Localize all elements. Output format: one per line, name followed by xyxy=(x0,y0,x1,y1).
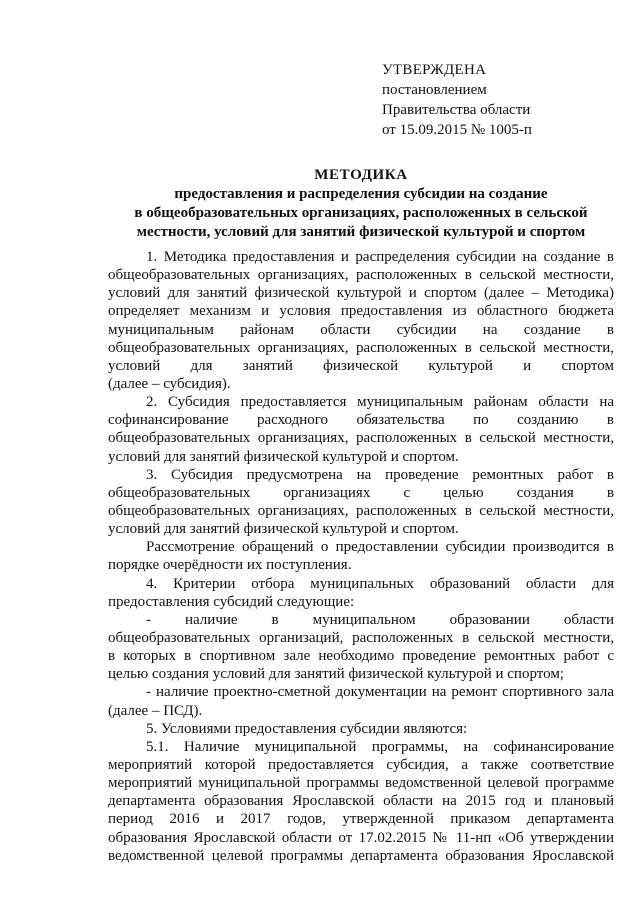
paragraph-line: общеобразовательных организациях, расположенных в сельской местности, xyxy=(108,430,614,447)
paragraph-line: общеобразовательных организациях, расположенных в сельской местности, xyxy=(108,339,614,356)
paragraph-line: условий для занятий физической культурой и спортом. xyxy=(108,448,459,465)
paragraph-line: общеобразовательных организациях, расположенных в сельской местности, xyxy=(108,267,614,284)
paragraph-line: (далее – субсидия). xyxy=(108,375,231,392)
paragraph-line: софинансирование расходного обязательства по созданию в xyxy=(108,412,614,429)
title-line: в общеобразовательных организациях, расположенных в сельской xyxy=(134,205,588,221)
paragraph-line: мероприятий которой предоставляется субсидия, а также соответствие xyxy=(108,756,614,773)
document-body xyxy=(108,248,614,865)
paragraph-line: определяет механизм и условия предоставления из областного бюджета xyxy=(108,303,614,320)
paragraph-line: общеобразовательных организациях с целью создания в xyxy=(108,484,614,501)
paragraph-line: в которых в спортивном зале необходимо проведение ремонтных работ с xyxy=(108,648,614,665)
title-line: местности, условий для занятий физической культурой и спортом xyxy=(136,224,586,240)
paragraph-line: департамента образования Ярославской области на 2015 год и плановый xyxy=(108,793,614,810)
paragraph-line: 3. Субсидия предусмотрена на проведение ремонтных работ в xyxy=(146,466,614,483)
paragraph-line: условий для занятий физической культурой и спортом xyxy=(108,357,614,374)
approval-line: от 15.09.2015 № 1005-п xyxy=(382,122,532,138)
approval-line: Правительства области xyxy=(382,102,531,118)
paragraph-line: муниципальным районам области субсидии на создание в xyxy=(108,321,614,338)
paragraph-line: период 2016 и 2017 годов, утвержденной приказом департамента xyxy=(108,811,614,828)
paragraph-line: мероприятий муниципальной программы ведомственной целевой программе xyxy=(108,775,614,792)
paragraph-line: - наличие проектно-сметной документации на ремонт спортивного зала xyxy=(146,684,614,701)
paragraph-line: целью создания условий для занятий физической культурой и спортом; xyxy=(108,666,564,683)
paragraph-line: 5.1. Наличие муниципальной программы, на софинансирование xyxy=(146,738,614,755)
title-main: МЕТОДИКА xyxy=(314,167,408,183)
paragraph-line: общеобразовательных организаций, расположенных в сельской местности, xyxy=(108,629,614,646)
paragraph-line: Рассмотрение обращений о предоставлении субсидии производится в xyxy=(146,539,614,556)
paragraph-line: образования Ярославской области от 17.02.2015 № 11-нп «Об утверждении xyxy=(108,829,614,846)
paragraph-line: предоставления субсидий следующие: xyxy=(108,593,355,610)
paragraph-line: 4. Критерии отбора муниципальных образований области для xyxy=(146,575,614,592)
approval-line: постановлением xyxy=(382,82,487,98)
paragraph-line: порядке очерёдности их поступления. xyxy=(108,557,352,574)
paragraph-line: (далее – ПСД). xyxy=(108,702,203,719)
paragraph-line: 2. Субсидия предоставляется муниципальным районам области на xyxy=(146,394,614,411)
approval-stamp xyxy=(382,60,532,140)
paragraph-line: ведомственной целевой программы департамента образования Ярославской xyxy=(108,847,614,864)
paragraph-line: 5. Условиями предоставления субсидии являются: xyxy=(146,720,468,737)
document-title xyxy=(108,166,614,242)
paragraph-line: общеобразовательных организациях, расположенных в сельской местности, xyxy=(108,502,614,519)
paragraph-line: условий для занятий физической культурой и спортом (далее – Методика) xyxy=(108,285,614,302)
title-line: предоставления и распределения субсидии на создание xyxy=(174,186,548,202)
paragraph-line: - наличие в муниципальном образовании области xyxy=(146,611,614,628)
paragraph-line: условий для занятий физической культурой и спортом. xyxy=(108,521,459,538)
paragraph-line: 1. Методика предоставления и распределения субсидии на создание в xyxy=(146,249,614,265)
approval-line: УТВЕРЖДЕНА xyxy=(382,62,487,78)
